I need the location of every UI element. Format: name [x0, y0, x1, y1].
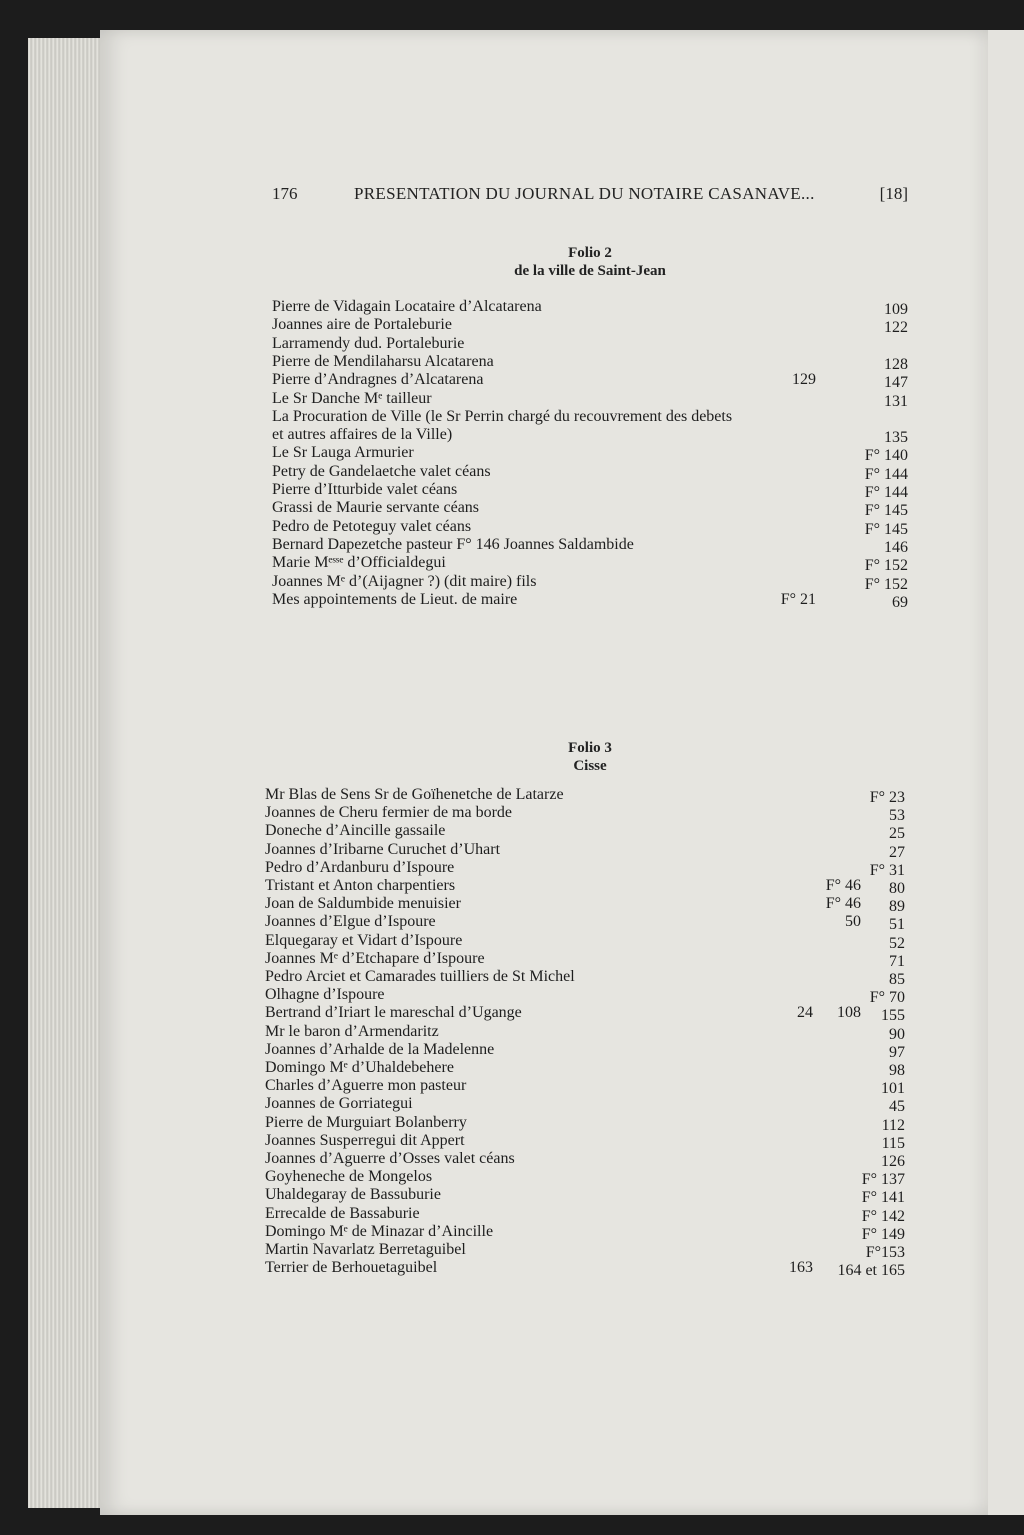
entry-name: Larramendy dud. Portaleburie — [272, 334, 465, 352]
entry-name: Pedro de Petoteguy valet céans — [272, 517, 472, 535]
entry-name: Elquegaray et Vidart d’Ispoure — [265, 931, 463, 949]
entry-row — [272, 298, 908, 316]
entry-name: Terrier de Berhouetaguibel — [265, 1259, 438, 1277]
folio3-title: Folio 3 — [568, 740, 612, 756]
entry-folio-c3: F°153 — [865, 1244, 905, 1261]
entry-folio-c1: 163 — [789, 1259, 813, 1277]
entry-row — [265, 1168, 905, 1189]
entry-row — [272, 499, 908, 520]
entry-row — [265, 913, 905, 934]
entry-row — [272, 371, 908, 392]
entry-row — [272, 554, 908, 575]
entry-name: Domingo Mᵉ de Minazar d’Aincille — [265, 1222, 494, 1240]
running-header — [272, 184, 908, 208]
entry-folio-c3: F° 145 — [864, 520, 908, 538]
entry-folio-c3: 135 — [884, 429, 908, 447]
entry-row — [265, 804, 905, 825]
entry-folio-c3: 25 — [889, 825, 905, 843]
entry-name: Joannes Mᵉ d’Etchapare d’Ispoure — [265, 949, 485, 967]
entry-folio-c2: F° 46 — [825, 877, 861, 894]
entry-row — [272, 481, 908, 499]
entry-row — [265, 968, 905, 986]
entry-folio-c3: F° 144 — [864, 484, 908, 501]
entry-name: Bernard Dapezetche pasteur F° 146 Joannes Saldambide — [272, 535, 634, 553]
entry-folio-c3: 71 — [889, 952, 905, 970]
entry-folio-c3: 51 — [889, 916, 905, 934]
entry-folio-c3: F° 149 — [861, 1225, 905, 1243]
entry-name: Joannes Susperregui dit Appert — [265, 1131, 465, 1149]
entry-name: et autres affaires de la Ville) — [272, 426, 453, 444]
section-signature: [18] — [879, 184, 908, 203]
entry-row — [265, 1114, 905, 1132]
entry-name: Grassi de Maurie servante céans — [272, 499, 480, 517]
folio3-entry-list — [265, 786, 905, 1286]
entry-folio-c3: 164 et 165 — [837, 1262, 905, 1280]
entry-folio-c3: F° 145 — [864, 502, 908, 520]
entry-folio-c2: F° 46 — [825, 895, 861, 913]
entry-row — [265, 822, 905, 843]
entry-name: Joannes de Cheru fermier de ma borde — [265, 804, 513, 822]
entry-row — [265, 1150, 905, 1168]
entry-folio-c3: 126 — [881, 1153, 905, 1170]
entry-folio-c3: 112 — [881, 1116, 905, 1134]
entry-row — [265, 1259, 905, 1280]
entry-row — [265, 950, 905, 968]
entry-name: Mr Blas de Sens Sr de Goïhenetche de Latarze — [265, 786, 564, 803]
entry-name: Joan de Saldumbide menuisier — [265, 895, 461, 913]
entry-name: Le Sr Lauga Armurier — [272, 444, 414, 462]
entry-row — [272, 335, 908, 353]
entry-row — [265, 1041, 905, 1059]
entry-folio-c3: 122 — [884, 319, 908, 337]
entry-folio-c1: 24 — [797, 1004, 813, 1022]
entry-row — [265, 1223, 905, 1241]
page-number: 176 — [272, 184, 298, 203]
entry-row — [265, 895, 905, 916]
entry-folio-c3: F° 140 — [864, 447, 908, 465]
entry-row — [265, 932, 905, 950]
entry-name: Pedro Arciet et Camarades tuilliers de St Michel — [265, 968, 575, 985]
entry-name: Martin Navarlatz Berretaguibel — [265, 1241, 466, 1258]
entry-name: Errecalde de Bassaburie — [265, 1204, 420, 1222]
entry-folio-c3: 69 — [892, 593, 908, 611]
entry-folio-c3: 131 — [884, 392, 908, 410]
entry-name: Joannes d’Arhalde de la Madelenne — [265, 1040, 495, 1058]
entry-name: Olhagne d’Ispoure — [265, 986, 385, 1004]
entry-name: Pierre de Murguiart Bolanberry — [265, 1113, 467, 1131]
entry-folio-c3: 128 — [884, 355, 908, 373]
entry-name: Joannes d’Iribarne Curuchet d’Uhart — [265, 840, 501, 858]
entry-name: Pierre d’Andragnes d’Alcatarena — [272, 371, 484, 389]
entry-name: Uhaldegaray de Bassuburie — [265, 1186, 441, 1204]
entry-name: Petry de Gandelaetche valet céans — [272, 462, 491, 480]
entry-row — [272, 591, 908, 609]
entry-name: Domingo Mᵉ d’Uhaldebehere — [265, 1059, 454, 1076]
entry-row — [265, 1186, 905, 1207]
entry-row — [265, 877, 905, 895]
entry-name: La Procuration de Ville (le Sr Perrin chargé du recouvrement des debets — [272, 407, 733, 425]
entry-name: Joannes d’Elgue d’Ispoure — [265, 913, 436, 931]
entry-folio-c3: F° 152 — [864, 575, 908, 593]
entry-row — [265, 1095, 905, 1116]
entry-row — [272, 518, 908, 536]
entry-row — [265, 1132, 905, 1150]
facing-page-edge — [988, 30, 1024, 1515]
entry-folio-c3: F° 70 — [869, 989, 905, 1007]
entry-name: Pedro d’Ardanburu d’Ispoure — [265, 858, 455, 876]
entry-folio-c3: F° 137 — [861, 1171, 905, 1189]
entry-folio-c3: 90 — [889, 1025, 905, 1043]
entry-folio-c3: 155 — [881, 1007, 905, 1025]
entry-name: Doneche d’Aincille gassaile — [265, 822, 446, 840]
entry-row — [272, 390, 908, 408]
entry-folio-c3: F° 152 — [864, 557, 908, 575]
entry-row — [272, 408, 908, 426]
entry-folio-c3: 98 — [889, 1062, 905, 1079]
entry-name: Joannes de Gorriategui — [265, 1095, 413, 1113]
entry-name: Tristant et Anton charpentiers — [265, 877, 456, 894]
entry-folio-c3: 27 — [889, 843, 905, 861]
entry-folio-c1: F° 21 — [780, 590, 816, 608]
entry-folio-c1: 129 — [792, 371, 816, 389]
entry-folio-c3: 85 — [889, 971, 905, 988]
entry-name: Le Sr Danche Mᵉ tailleur — [272, 389, 432, 407]
entry-row — [265, 859, 905, 877]
entry-folio-c3: 147 — [884, 374, 908, 392]
entry-folio-c3: 97 — [889, 1043, 905, 1061]
entry-row — [272, 353, 908, 371]
entry-name: Joannes aire de Portaleburie — [272, 316, 452, 334]
entry-folio-c3: F° 144 — [864, 465, 908, 483]
entry-name: Bertrand d’Iriart le mareschal d’Ugange — [265, 1004, 522, 1022]
entry-row — [265, 986, 905, 1007]
folio2-entry-list — [272, 298, 908, 618]
entry-folio-c2: 108 — [837, 1004, 861, 1022]
entry-row — [265, 786, 905, 804]
entry-row — [265, 1205, 905, 1223]
entry-name: Goyheneche de Mongelos — [265, 1168, 433, 1186]
entry-name: Pierre d’Itturbide valet céans — [272, 481, 458, 498]
folio2-title: Folio 2 — [568, 245, 612, 261]
entry-folio-c3: 146 — [884, 538, 908, 556]
entry-folio-c3: 80 — [889, 880, 905, 897]
entry-name: Marie Mᵉˢˢᵉ d’Officialdegui — [272, 554, 446, 572]
entry-row — [272, 463, 908, 481]
entry-folio-c3: 52 — [889, 934, 905, 952]
entry-row — [272, 316, 908, 337]
entry-folio-c3: F° 141 — [861, 1189, 905, 1207]
entry-folio-c3: F° 23 — [869, 789, 905, 806]
entry-name: Joannes d’Aguerre d’Osses valet céans — [265, 1150, 515, 1167]
entry-row — [265, 1059, 905, 1077]
running-title: PRESENTATION DU JOURNAL DU NOTAIRE CASANAVE... — [354, 184, 815, 203]
entry-folio-c3: 101 — [881, 1080, 905, 1098]
entry-name: Mes appointements de Lieut. de maire — [272, 590, 518, 608]
entry-folio-c3: F° 31 — [869, 861, 905, 879]
folio2-subtitle: de la ville de Saint-Jean — [514, 263, 666, 279]
entry-name: Pierre de Mendilaharsu Alcatarena — [272, 352, 494, 370]
entry-row — [265, 1241, 905, 1259]
entry-name: Joannes Mᵉ d’(Aijagner ?) (dit maire) fils — [272, 572, 537, 590]
entry-row — [265, 1023, 905, 1041]
entry-folio-c3: 45 — [889, 1098, 905, 1116]
entry-folio-c3: 53 — [889, 807, 905, 825]
entry-folio-c3: 115 — [881, 1134, 905, 1152]
folio3-subtitle: Cisse — [573, 758, 607, 774]
entry-folio-c3: 109 — [884, 301, 908, 318]
entry-folio-c3: F° 142 — [861, 1207, 905, 1225]
entry-row — [272, 536, 908, 554]
entry-name: Charles d’Aguerre mon pasteur — [265, 1077, 467, 1095]
entry-row — [265, 1077, 905, 1098]
entry-row — [272, 444, 908, 465]
entry-row — [272, 573, 908, 591]
entry-row — [265, 1004, 905, 1025]
entry-folio-c2: 50 — [845, 913, 861, 931]
entry-row — [272, 426, 908, 447]
entry-name: Pierre de Vidagain Locataire d’Alcatarena — [272, 298, 542, 315]
entry-name: Mr le baron d’Armendaritz — [265, 1022, 439, 1040]
entry-row — [265, 841, 905, 859]
entry-folio-c3: 89 — [889, 898, 905, 916]
